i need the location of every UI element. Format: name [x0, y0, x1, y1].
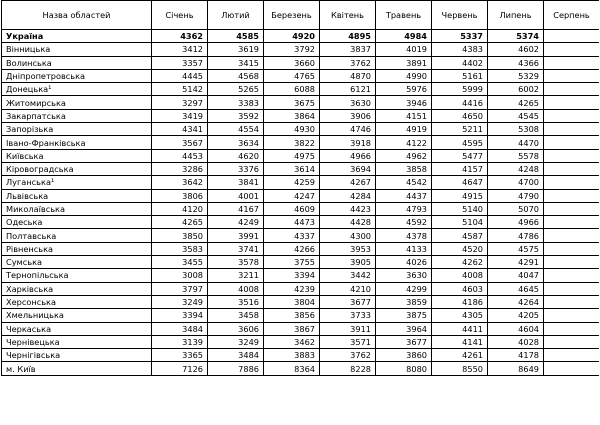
value-cell[interactable]: 4915: [432, 189, 488, 202]
table-row: [2, 202, 600, 215]
header-april[interactable]: Квітень: [320, 1, 376, 30]
value-cell[interactable]: 4133: [376, 242, 432, 255]
value-cell[interactable]: 3741: [208, 242, 264, 255]
value-cell[interactable]: 7126: [152, 362, 208, 375]
table-row: [2, 43, 600, 56]
value-cell[interactable]: 3755: [264, 256, 320, 269]
region-name-cell[interactable]: Київська: [2, 149, 152, 162]
region-name-cell[interactable]: Житомирська: [2, 96, 152, 109]
table-row-total: [2, 30, 600, 43]
value-cell[interactable]: 3660: [264, 56, 320, 69]
region-name-cell[interactable]: Закарпатська: [2, 109, 152, 122]
region-name-cell[interactable]: Донецька¹: [2, 83, 152, 96]
value-cell[interactable]: 3516: [208, 295, 264, 308]
value-cell[interactable]: 3592: [208, 109, 264, 122]
value-cell[interactable]: 3953: [320, 242, 376, 255]
value-cell[interactable]: 3946: [376, 96, 432, 109]
region-name-cell[interactable]: Волинська: [2, 56, 152, 69]
value-cell[interactable]: 4765: [264, 69, 320, 82]
region-name-cell[interactable]: Кіровоградська: [2, 162, 152, 175]
value-cell[interactable]: 4587: [432, 229, 488, 242]
table-row: [2, 282, 600, 295]
region-name-cell[interactable]: Хмельницька: [2, 309, 152, 322]
value-cell[interactable]: 3578: [208, 256, 264, 269]
value-cell[interactable]: [544, 256, 600, 269]
value-cell[interactable]: 6002: [488, 83, 544, 96]
header-may[interactable]: Травень: [376, 1, 432, 30]
value-cell[interactable]: 3383: [208, 96, 264, 109]
value-cell[interactable]: 3442: [320, 269, 376, 282]
value-cell[interactable]: 3797: [152, 282, 208, 295]
value-cell[interactable]: [544, 176, 600, 189]
value-cell[interactable]: 3415: [208, 56, 264, 69]
value-cell[interactable]: 5140: [432, 202, 488, 215]
value-cell[interactable]: [544, 162, 600, 175]
value-cell[interactable]: 5477: [432, 149, 488, 162]
value-cell[interactable]: 3837: [320, 43, 376, 56]
value-cell[interactable]: 3630: [376, 269, 432, 282]
value-cell[interactable]: 4568: [208, 69, 264, 82]
value-cell[interactable]: 3634: [208, 136, 264, 149]
table-row: [2, 123, 600, 136]
spreadsheet-sheet: [1, 0, 599, 425]
value-cell[interactable]: 4645: [488, 282, 544, 295]
value-cell[interactable]: 4520: [432, 242, 488, 255]
value-cell[interactable]: 5337: [432, 30, 488, 43]
value-cell[interactable]: 4650: [432, 109, 488, 122]
value-cell[interactable]: 4595: [432, 136, 488, 149]
value-cell[interactable]: 4990: [376, 69, 432, 82]
value-cell[interactable]: 4545: [488, 109, 544, 122]
value-cell[interactable]: 3357: [152, 56, 208, 69]
value-cell[interactable]: 4920: [264, 30, 320, 43]
region-name-cell[interactable]: Рівненська: [2, 242, 152, 255]
value-cell[interactable]: 3484: [208, 349, 264, 362]
header-region[interactable]: Назва областей: [2, 1, 152, 30]
value-cell[interactable]: 3484: [152, 322, 208, 335]
value-cell[interactable]: 4122: [376, 136, 432, 149]
value-cell[interactable]: 3891: [376, 56, 432, 69]
value-cell[interactable]: 4895: [320, 30, 376, 43]
region-name-cell[interactable]: м. Київ: [2, 362, 152, 375]
table-row: [2, 56, 600, 69]
header-february[interactable]: Лютий: [208, 1, 264, 30]
value-cell[interactable]: 5999: [432, 83, 488, 96]
table-row: [2, 109, 600, 122]
table-row: [2, 242, 600, 255]
value-cell[interactable]: [544, 229, 600, 242]
value-cell[interactable]: 4300: [320, 229, 376, 242]
value-cell[interactable]: 4026: [376, 256, 432, 269]
value-cell[interactable]: 3733: [320, 309, 376, 322]
header-june[interactable]: Червень: [432, 1, 488, 30]
value-cell[interactable]: 3614: [264, 162, 320, 175]
value-cell[interactable]: 3567: [152, 136, 208, 149]
value-cell[interactable]: 4919: [376, 123, 432, 136]
value-cell[interactable]: 4341: [152, 123, 208, 136]
value-cell[interactable]: 3619: [208, 43, 264, 56]
region-name-cell[interactable]: Черкаська: [2, 322, 152, 335]
value-cell[interactable]: 4575: [488, 242, 544, 255]
region-name-cell[interactable]: Херсонська: [2, 295, 152, 308]
table-body: [2, 30, 600, 376]
value-cell[interactable]: 5211: [432, 123, 488, 136]
value-cell[interactable]: 5578: [488, 149, 544, 162]
value-cell[interactable]: 4362: [152, 30, 208, 43]
table-row: [2, 136, 600, 149]
value-cell[interactable]: 4378: [376, 229, 432, 242]
salary-table: [1, 0, 599, 376]
value-cell[interactable]: 3860: [376, 349, 432, 362]
value-cell[interactable]: [544, 349, 600, 362]
value-cell[interactable]: 4266: [264, 242, 320, 255]
value-cell[interactable]: [544, 362, 600, 375]
value-cell[interactable]: 4001: [208, 189, 264, 202]
value-cell[interactable]: 4746: [320, 123, 376, 136]
region-name-cell[interactable]: Івано-Франківська: [2, 136, 152, 149]
value-cell[interactable]: 4966: [488, 216, 544, 229]
value-cell[interactable]: 4428: [320, 216, 376, 229]
value-cell[interactable]: [544, 43, 600, 56]
value-cell[interactable]: 3583: [152, 242, 208, 255]
value-cell[interactable]: [544, 136, 600, 149]
value-cell[interactable]: 4247: [264, 189, 320, 202]
value-cell[interactable]: 4305: [432, 309, 488, 322]
value-cell[interactable]: 4337: [264, 229, 320, 242]
header-august[interactable]: Серпень: [544, 1, 600, 30]
value-cell[interactable]: [544, 56, 600, 69]
value-cell[interactable]: 4265: [488, 96, 544, 109]
value-cell[interactable]: 4248: [488, 162, 544, 175]
table-row: [2, 269, 600, 282]
value-cell[interactable]: [544, 123, 600, 136]
region-name-cell[interactable]: Запорізька: [2, 123, 152, 136]
value-cell[interactable]: 4205: [488, 309, 544, 322]
table-row: [2, 149, 600, 162]
region-name-cell[interactable]: Харківська: [2, 282, 152, 295]
table-header: [2, 1, 600, 30]
value-cell[interactable]: 7886: [208, 362, 264, 375]
value-cell[interactable]: 4262: [432, 256, 488, 269]
value-cell[interactable]: 4700: [488, 176, 544, 189]
value-cell[interactable]: 4445: [152, 69, 208, 82]
value-cell[interactable]: 4437: [376, 189, 432, 202]
value-cell[interactable]: 4592: [376, 216, 432, 229]
value-cell[interactable]: [544, 269, 600, 282]
region-name-cell[interactable]: Полтавська: [2, 229, 152, 242]
value-cell[interactable]: 4267: [320, 176, 376, 189]
value-cell[interactable]: 4793: [376, 202, 432, 215]
value-cell[interactable]: 3365: [152, 349, 208, 362]
value-cell[interactable]: 4265: [152, 216, 208, 229]
region-name-cell[interactable]: Одеська: [2, 216, 152, 229]
value-cell[interactable]: 4249: [208, 216, 264, 229]
value-cell[interactable]: 4383: [432, 43, 488, 56]
value-cell[interactable]: 5329: [488, 69, 544, 82]
value-cell[interactable]: 4975: [264, 149, 320, 162]
value-cell[interactable]: 6121: [320, 83, 376, 96]
value-cell[interactable]: 5308: [488, 123, 544, 136]
value-cell[interactable]: [544, 189, 600, 202]
value-cell[interactable]: 4585: [208, 30, 264, 43]
table-row: [2, 309, 600, 322]
value-cell[interactable]: 4402: [432, 56, 488, 69]
value-cell[interactable]: 3571: [320, 335, 376, 348]
table-row: [2, 335, 600, 348]
value-cell[interactable]: 4167: [208, 202, 264, 215]
value-cell[interactable]: 4366: [488, 56, 544, 69]
value-cell[interactable]: 5374: [488, 30, 544, 43]
value-cell[interactable]: 5976: [376, 83, 432, 96]
value-cell[interactable]: 6088: [264, 83, 320, 96]
region-name-cell[interactable]: Чернівецька: [2, 335, 152, 348]
value-cell[interactable]: 4210: [320, 282, 376, 295]
value-cell[interactable]: 3462: [264, 335, 320, 348]
value-cell[interactable]: 4178: [488, 349, 544, 362]
value-cell[interactable]: 4416: [432, 96, 488, 109]
value-cell[interactable]: 4157: [432, 162, 488, 175]
value-cell[interactable]: [544, 216, 600, 229]
value-cell[interactable]: 3841: [208, 176, 264, 189]
value-cell[interactable]: 4473: [264, 216, 320, 229]
value-cell[interactable]: [544, 69, 600, 82]
value-cell[interactable]: 3991: [208, 229, 264, 242]
value-cell[interactable]: [544, 202, 600, 215]
value-cell[interactable]: 3867: [264, 322, 320, 335]
value-cell[interactable]: 3286: [152, 162, 208, 175]
value-cell[interactable]: 4284: [320, 189, 376, 202]
value-cell[interactable]: 4542: [376, 176, 432, 189]
table-row: [2, 362, 600, 375]
value-cell[interactable]: 4620: [208, 149, 264, 162]
value-cell[interactable]: 3859: [376, 295, 432, 308]
value-cell[interactable]: 4423: [320, 202, 376, 215]
value-cell[interactable]: 4259: [264, 176, 320, 189]
value-cell[interactable]: 4264: [488, 295, 544, 308]
value-cell[interactable]: 3642: [152, 176, 208, 189]
region-name-cell[interactable]: Тернопільська: [2, 269, 152, 282]
value-cell[interactable]: 3376: [208, 162, 264, 175]
region-name-cell[interactable]: Чернігівська: [2, 349, 152, 362]
value-cell[interactable]: 3762: [320, 56, 376, 69]
value-cell[interactable]: 8649: [488, 362, 544, 375]
value-cell[interactable]: 4019: [376, 43, 432, 56]
value-cell[interactable]: 8228: [320, 362, 376, 375]
region-name-cell[interactable]: Луганська¹: [2, 176, 152, 189]
value-cell[interactable]: 3249: [208, 335, 264, 348]
value-cell[interactable]: 4411: [432, 322, 488, 335]
header-row: [2, 1, 600, 30]
value-cell[interactable]: 3630: [320, 96, 376, 109]
value-cell[interactable]: 5265: [208, 83, 264, 96]
value-cell[interactable]: 3804: [264, 295, 320, 308]
value-cell[interactable]: 3675: [264, 96, 320, 109]
value-cell[interactable]: 3139: [152, 335, 208, 348]
value-cell[interactable]: 4141: [432, 335, 488, 348]
value-cell[interactable]: 3918: [320, 136, 376, 149]
value-cell[interactable]: 4008: [208, 282, 264, 295]
header-march[interactable]: Березень: [264, 1, 320, 30]
value-cell[interactable]: 4008: [432, 269, 488, 282]
value-cell[interactable]: 3297: [152, 96, 208, 109]
value-cell[interactable]: 4261: [432, 349, 488, 362]
header-january[interactable]: Січень: [152, 1, 208, 30]
table-row: [2, 216, 600, 229]
value-cell[interactable]: 3394: [152, 309, 208, 322]
value-cell[interactable]: 4790: [488, 189, 544, 202]
region-name-cell[interactable]: Вінницька: [2, 43, 152, 56]
value-cell[interactable]: 5142: [152, 83, 208, 96]
value-cell[interactable]: 3911: [320, 322, 376, 335]
value-cell[interactable]: 3249: [152, 295, 208, 308]
value-cell[interactable]: 3455: [152, 256, 208, 269]
value-cell[interactable]: 3762: [320, 349, 376, 362]
region-name-cell[interactable]: Сумська: [2, 256, 152, 269]
value-cell[interactable]: 3906: [320, 109, 376, 122]
value-cell[interactable]: 4647: [432, 176, 488, 189]
table-row: [2, 229, 600, 242]
value-cell[interactable]: 8080: [376, 362, 432, 375]
value-cell[interactable]: [544, 242, 600, 255]
value-cell[interactable]: 4930: [264, 123, 320, 136]
table-row: [2, 176, 600, 189]
table-row: [2, 322, 600, 335]
value-cell[interactable]: 4291: [488, 256, 544, 269]
region-name-cell[interactable]: Дніпропетровська: [2, 69, 152, 82]
region-name-cell[interactable]: Львівська: [2, 189, 152, 202]
value-cell[interactable]: 4786: [488, 229, 544, 242]
value-cell[interactable]: 4603: [432, 282, 488, 295]
value-cell[interactable]: 3822: [264, 136, 320, 149]
table-row: [2, 349, 600, 362]
value-cell[interactable]: 4028: [488, 335, 544, 348]
value-cell[interactable]: 3211: [208, 269, 264, 282]
value-cell[interactable]: 4120: [152, 202, 208, 215]
value-cell[interactable]: 5104: [432, 216, 488, 229]
value-cell[interactable]: 4470: [488, 136, 544, 149]
value-cell[interactable]: [544, 149, 600, 162]
value-cell[interactable]: 4239: [264, 282, 320, 295]
value-cell[interactable]: 3858: [376, 162, 432, 175]
value-cell[interactable]: 3458: [208, 309, 264, 322]
table-row: [2, 96, 600, 109]
value-cell[interactable]: 4604: [488, 322, 544, 335]
table-row: [2, 83, 600, 96]
value-cell[interactable]: 3606: [208, 322, 264, 335]
value-cell[interactable]: [544, 309, 600, 322]
value-cell[interactable]: 4966: [320, 149, 376, 162]
value-cell[interactable]: 3008: [152, 269, 208, 282]
value-cell[interactable]: 4186: [432, 295, 488, 308]
value-cell[interactable]: 3964: [376, 322, 432, 335]
value-cell[interactable]: 3856: [264, 309, 320, 322]
value-cell[interactable]: 3419: [152, 109, 208, 122]
value-cell[interactable]: 5161: [432, 69, 488, 82]
value-cell[interactable]: 8550: [432, 362, 488, 375]
value-cell[interactable]: 4962: [376, 149, 432, 162]
table-row: [2, 69, 600, 82]
value-cell[interactable]: 3883: [264, 349, 320, 362]
value-cell[interactable]: 5070: [488, 202, 544, 215]
table-row: [2, 162, 600, 175]
value-cell[interactable]: 3792: [264, 43, 320, 56]
region-name-cell[interactable]: Україна: [2, 30, 152, 43]
value-cell[interactable]: 3394: [264, 269, 320, 282]
value-cell[interactable]: 4151: [376, 109, 432, 122]
value-cell[interactable]: 4047: [488, 269, 544, 282]
value-cell[interactable]: [544, 109, 600, 122]
value-cell[interactable]: [544, 295, 600, 308]
value-cell[interactable]: 4870: [320, 69, 376, 82]
value-cell[interactable]: 4554: [208, 123, 264, 136]
value-cell[interactable]: 3677: [376, 335, 432, 348]
table-row: [2, 189, 600, 202]
table-row: [2, 256, 600, 269]
value-cell[interactable]: 4299: [376, 282, 432, 295]
table-row: [2, 295, 600, 308]
value-cell[interactable]: 4453: [152, 149, 208, 162]
value-cell[interactable]: 4602: [488, 43, 544, 56]
value-cell[interactable]: [544, 30, 600, 43]
value-cell[interactable]: 8364: [264, 362, 320, 375]
value-cell[interactable]: 3905: [320, 256, 376, 269]
header-july[interactable]: Липень: [488, 1, 544, 30]
value-cell[interactable]: [544, 83, 600, 96]
value-cell[interactable]: [544, 96, 600, 109]
value-cell[interactable]: 3412: [152, 43, 208, 56]
value-cell[interactable]: 4984: [376, 30, 432, 43]
value-cell[interactable]: 3806: [152, 189, 208, 202]
region-name-cell[interactable]: Миколаївська: [2, 202, 152, 215]
value-cell[interactable]: 3694: [320, 162, 376, 175]
value-cell[interactable]: 3850: [152, 229, 208, 242]
value-cell[interactable]: 4609: [264, 202, 320, 215]
value-cell[interactable]: 3677: [320, 295, 376, 308]
value-cell[interactable]: [544, 322, 600, 335]
value-cell[interactable]: 3864: [264, 109, 320, 122]
value-cell[interactable]: 3875: [376, 309, 432, 322]
value-cell[interactable]: [544, 335, 600, 348]
value-cell[interactable]: [544, 282, 600, 295]
